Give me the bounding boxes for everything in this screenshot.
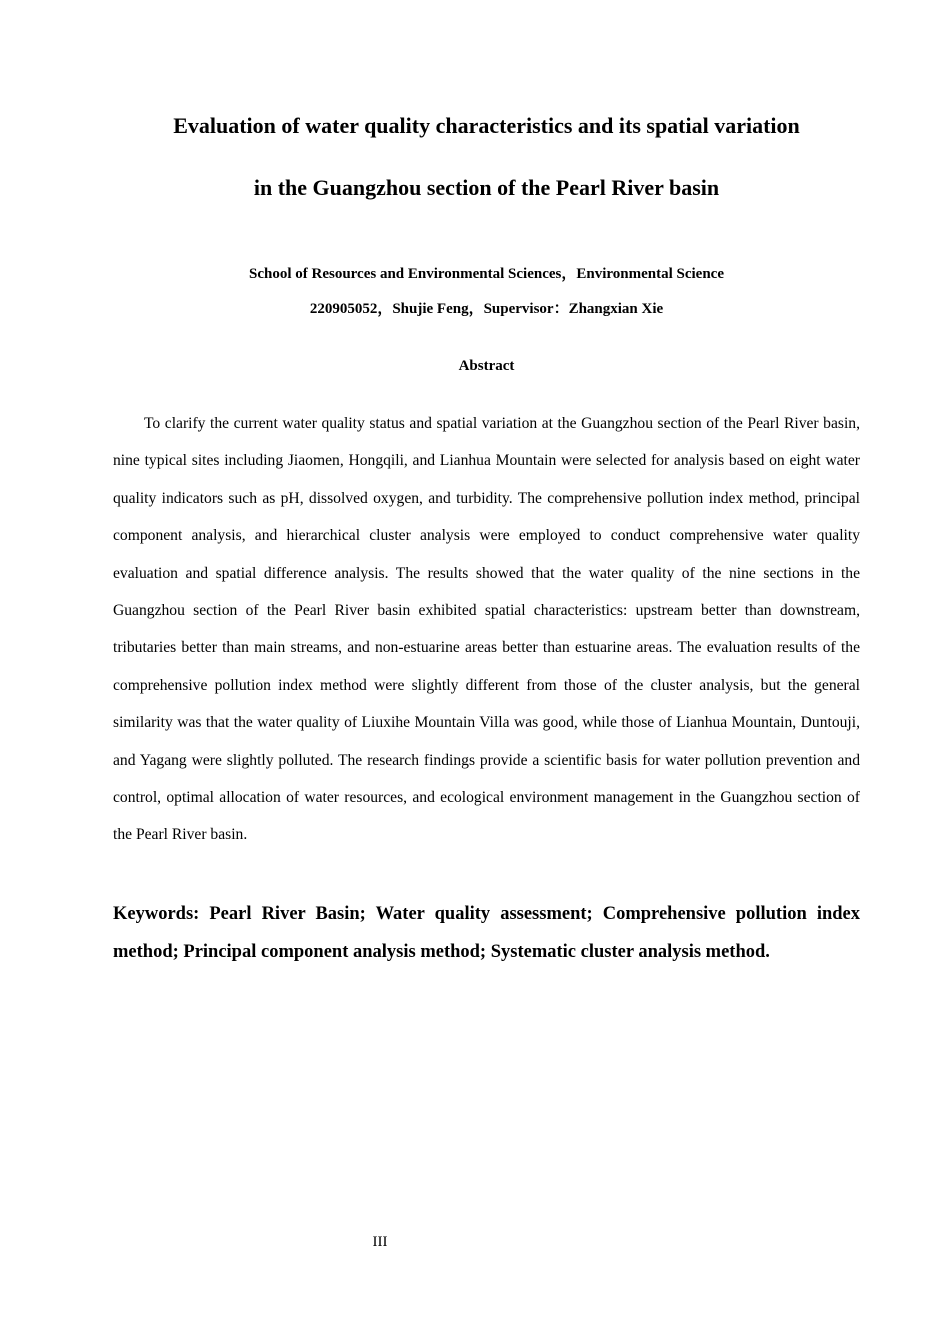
- paper-title-line-2: in the Guangzhou section of the Pearl River basin: [253, 175, 720, 200]
- keywords: Keywords: Pearl River Basin; Water quality assessment; Comprehensive pollution index method; Principal component analysis method; Systematic cluster analysis method.: [113, 904, 860, 962]
- author-info: 220905052，Shujie Feng，Supervisor：Zhangxian Xie: [309, 301, 664, 317]
- abstract-heading: Abstract: [458, 358, 515, 374]
- paper-title-line-1: Evaluation of water quality characteristics and its spatial variation: [173, 113, 800, 138]
- abstract-body: To clarify the current water quality status and spatial variation at the Guangzhou section of the Pearl River basin, nine typical sites including Jiaomen, Hongqili, and Lianhua Mountain were selected for analysis based on eight water quality indicators such as pH, dissolved oxygen, and turbidity. The comprehensive pollution index method, principal component analysis, and hierarchical cluster analysis were employed to conduct comprehensive water quality evaluation and spatial difference analysis. The results showed that the water quality of the nine sections in the Guangzhou section of the Pearl River basin exhibited spatial characteristics: upstream better than downstream, tributaries better than main streams, and non-estuarine areas better than estuarine areas. The evaluation results of the comprehensive pollution index method were slightly different from those of the cluster analysis, but the general similarity was that the water quality of Liuxihe Mountain Villa was good, while those of Lianhua Mountain, Duntouji, and Yagang were slightly polluted. The research findings provide a scientific basis for water pollution prevention and control, optimal allocation of water resources, and ecological environment management in the Guangzhou section of the Pearl River basin.: [113, 415, 860, 844]
- page-number: III: [372, 1234, 388, 1250]
- author-affiliation: School of Resources and Environmental Sciences，Environmental Science: [248, 266, 724, 282]
